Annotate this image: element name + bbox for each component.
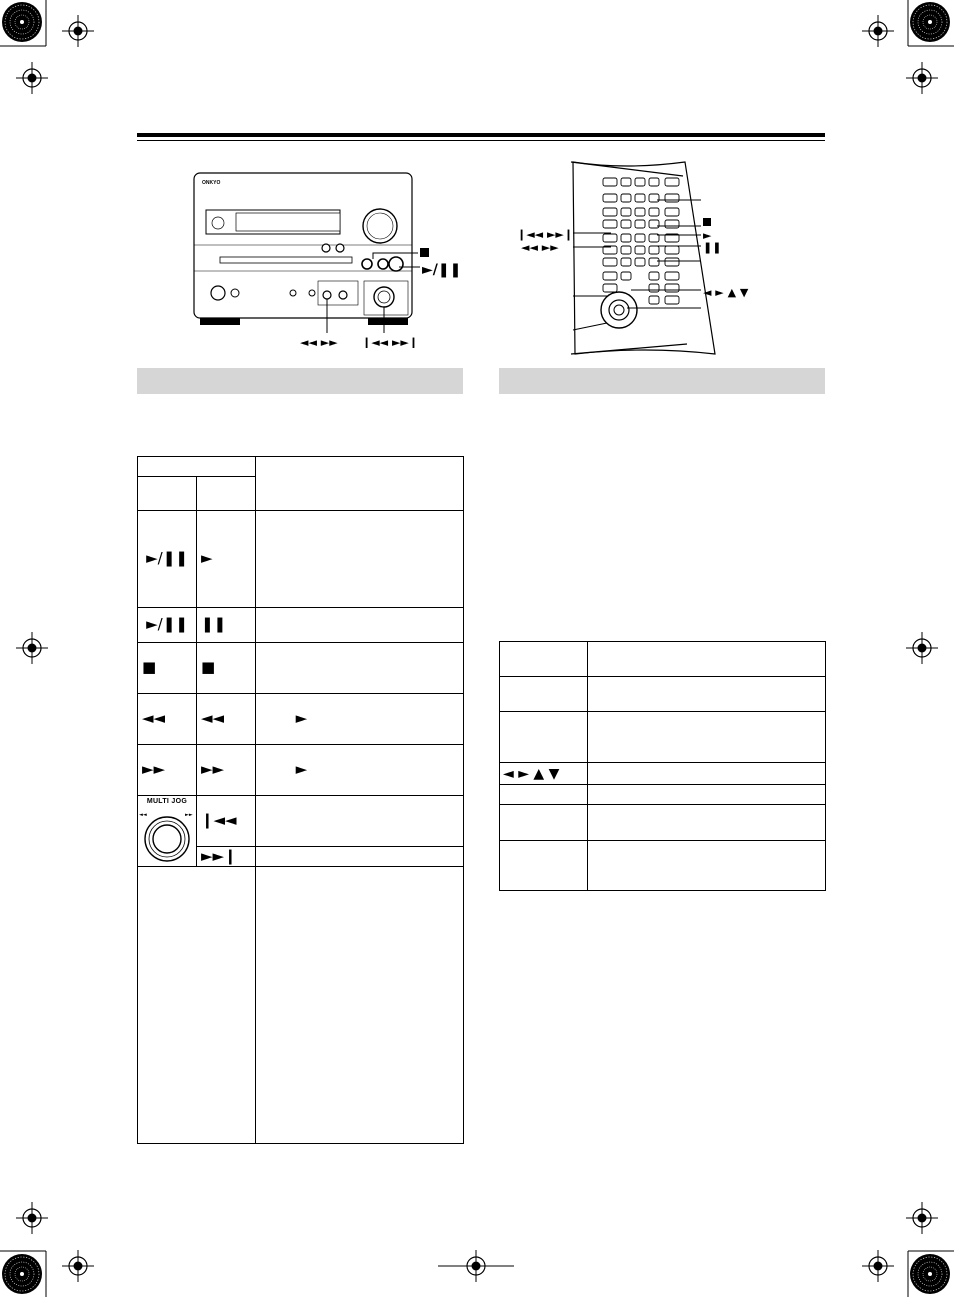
- section-bar-left: [137, 368, 463, 394]
- remote-button-table: [499, 641, 826, 891]
- stop-icon: ■: [142, 658, 157, 676]
- rewind-icon: ◄◄: [200, 709, 225, 727]
- header-cell: [138, 457, 256, 477]
- play-icon: ►: [295, 760, 308, 778]
- svg-text:►►: ►►: [184, 812, 193, 818]
- table-row: [500, 763, 826, 785]
- play-pause-icon: ►/❚❚: [146, 549, 188, 567]
- table-row: [138, 745, 464, 796]
- table-row: [500, 677, 826, 712]
- arrow-keys-icon: ◄ ► ▲ ▼: [503, 765, 560, 782]
- pause-icon: ❚❚: [200, 615, 227, 633]
- header-desc-cell: [255, 457, 463, 511]
- svg-text:►: ►: [703, 229, 712, 242]
- table-row: [500, 785, 826, 805]
- rewind-icon: ◄◄: [142, 709, 166, 727]
- unit-remote-table: [137, 456, 464, 1144]
- table-header-row: [500, 642, 826, 677]
- stop-icon: ■: [200, 658, 216, 676]
- play-icon: ►: [295, 709, 308, 727]
- main-unit-illustration: [190, 168, 475, 348]
- next-track-icon: ►►❙: [200, 846, 237, 865]
- header-remote-cell: [196, 477, 255, 511]
- table-row: [500, 841, 826, 891]
- play-pause-icon: ►/❚❚: [146, 615, 188, 633]
- svg-text:❚❚: ❚❚: [703, 241, 722, 254]
- svg-text:◄◄ ►►: ◄◄ ►►: [300, 336, 338, 348]
- previous-track-icon: ❙◄◄: [200, 811, 237, 829]
- table-row: [138, 643, 464, 694]
- header-rule-thin: [137, 140, 825, 141]
- multi-jog-dial: [139, 796, 195, 866]
- table-row: [138, 608, 464, 643]
- multi-jog-icon: [139, 796, 195, 866]
- play-icon: ►: [200, 549, 213, 567]
- remote-illustration: [515, 158, 780, 356]
- table-row: [138, 867, 464, 1144]
- fast-forward-icon: ►►: [200, 760, 225, 778]
- svg-text:◄◄: ◄◄: [138, 812, 147, 818]
- table-row: [138, 511, 464, 608]
- multi-jog-label: MULTI JOG: [146, 798, 188, 805]
- svg-text:❙◄◄ ►►❙: ❙◄◄ ►►❙: [517, 228, 574, 241]
- svg-text:◄ ► ▲ ▼: ◄ ► ▲ ▼: [703, 286, 749, 299]
- table-row: [138, 694, 464, 745]
- table-row: [138, 796, 464, 847]
- table-row: [500, 805, 826, 841]
- header-unit-cell: [138, 477, 197, 511]
- svg-text:◄◄ ►►: ◄◄ ►►: [521, 241, 559, 254]
- header-rule: [137, 133, 825, 137]
- svg-text:►/❚❚: ►/❚❚: [422, 262, 462, 278]
- section-bar-right: [499, 368, 825, 394]
- table-row: [500, 712, 826, 763]
- brand-logo: ONKYO: [202, 180, 221, 186]
- svg-text:❙◄◄ ►►❙: ❙◄◄ ►►❙: [362, 336, 419, 348]
- fast-forward-icon: ►►: [142, 760, 166, 778]
